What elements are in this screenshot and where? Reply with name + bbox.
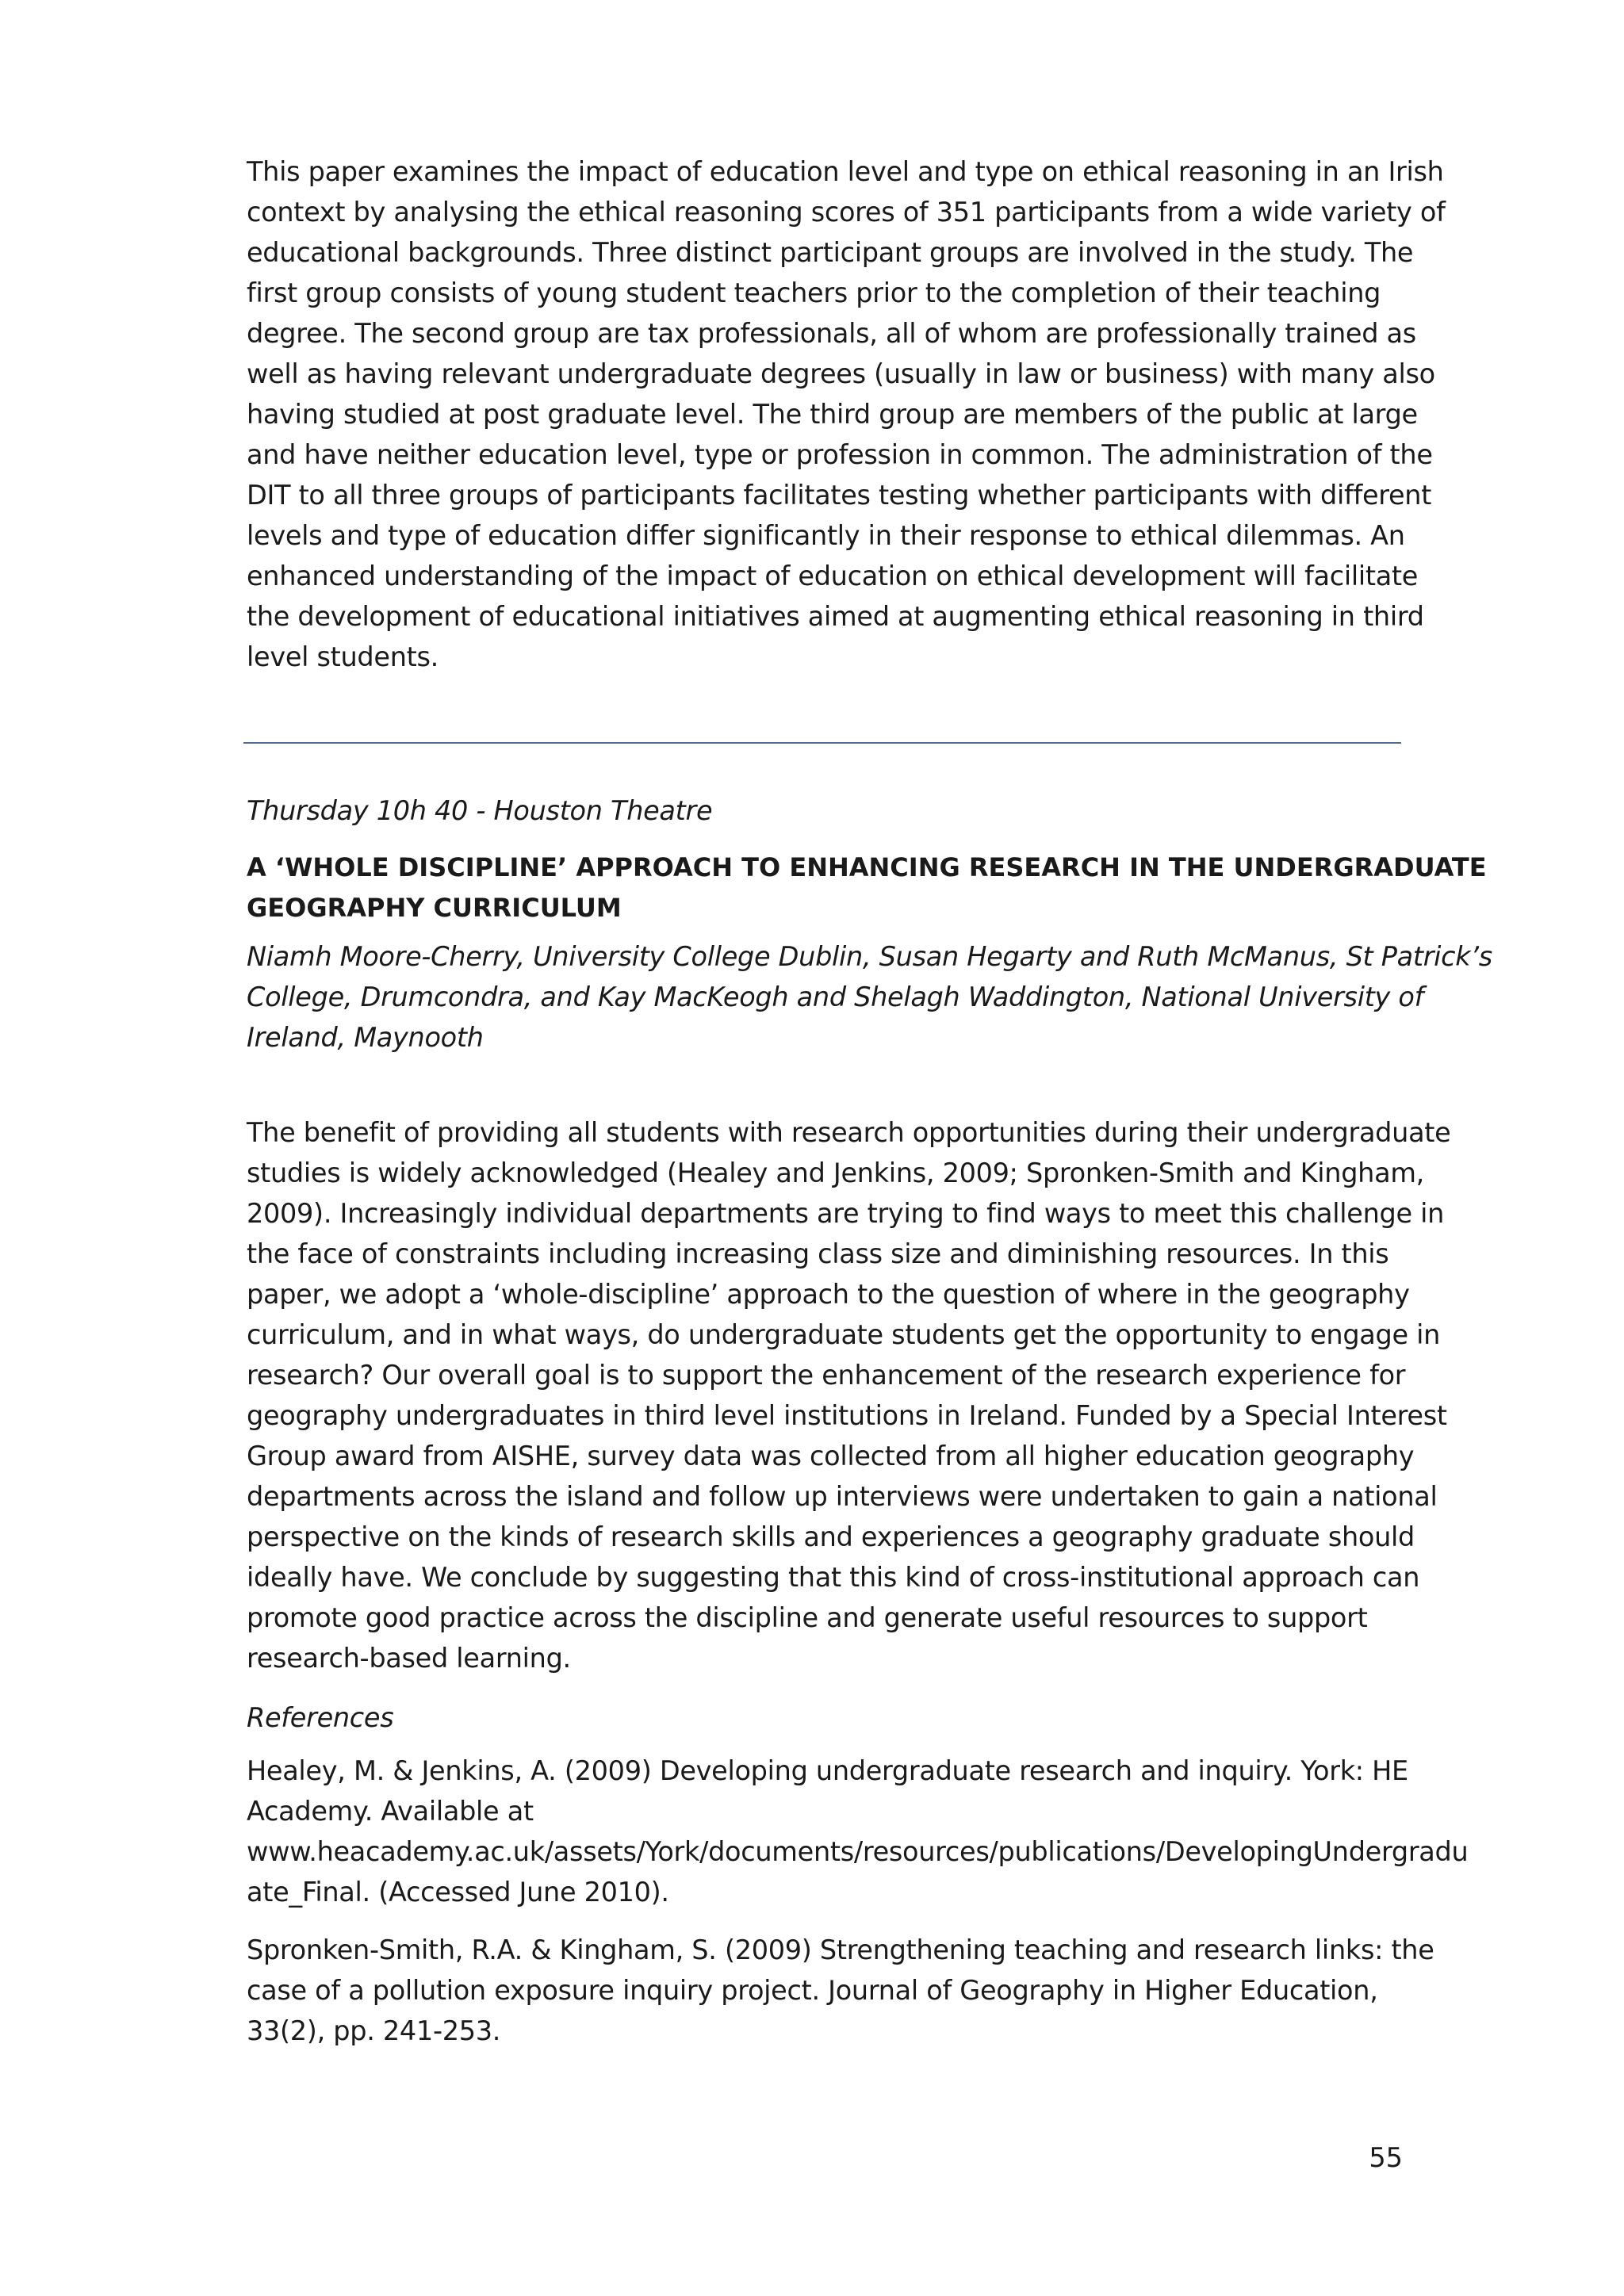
author-line: Niamh Moore-Cherry, University College Dublin, Susan Hegarty and Ruth McManus, St Patrick’s	[247, 941, 1492, 972]
text-line: promote good practice across the discipline and generate useful resources to support	[247, 1602, 1368, 1633]
text-line: The benefit of providing all students with research opportunities during their undergraduate	[247, 1117, 1451, 1148]
text-line: studies is widely acknowledged (Healey and Jenkins, 2009; Spronken-Smith and Kingham,	[247, 1158, 1425, 1188]
reference-line: case of a pollution exposure inquiry project. Journal of Geography in Higher Education,	[247, 1975, 1378, 2006]
reference-line: Healey, M. & Jenkins, A. (2009) Developing undergraduate research and inquiry. York: HE	[247, 1755, 1408, 1786]
text-line: geography undergraduates in third level institutions in Ireland. Funded by a Special Interest	[247, 1400, 1447, 1431]
reference-url-line[interactable]: www.heacademy.ac.uk/assets/York/documents/resources/publications/DevelopingUndergradu	[247, 1836, 1469, 1867]
paper-authors	[247, 936, 1492, 1058]
text-line: first group consists of young student teachers prior to the completion of their teaching	[247, 277, 1381, 308]
text-line: paper, we adopt a ‘whole-discipline’ approach to the question of where in the geography	[247, 1279, 1410, 1310]
text-line: and have neither education level, type or profession in common. The administration of the	[247, 439, 1433, 470]
reference-line: Spronken-Smith, R.A. & Kingham, S. (2009) Strengthening teaching and research links: the	[247, 1934, 1434, 1965]
paper-title	[247, 848, 1487, 928]
author-line: Ireland, Maynooth	[247, 1022, 484, 1053]
text-line: This paper examines the impact of education level and type on ethical reasoning in an Irish	[247, 156, 1444, 187]
text-line: research-based learning.	[247, 1643, 571, 1674]
session-time-location	[247, 790, 1404, 831]
text-line: 2009). Increasingly individual departments are trying to find ways to meet this challenge in	[247, 1198, 1445, 1229]
text-line: enhanced understanding of the impact of education on ethical development will facilitate	[247, 561, 1419, 591]
references-heading	[247, 1697, 1404, 1738]
text-line: well as having relevant undergraduate degrees (usually in law or business) with many also	[247, 358, 1435, 389]
reference-line: ate_Final. (Accessed June 2010).	[247, 1877, 669, 1908]
reference-item	[247, 1930, 1434, 2051]
text-line: DIT to all three groups of participants facilitates testing whether participants with different	[247, 480, 1432, 511]
reference-line: 33(2), pp. 241-253.	[247, 2015, 501, 2046]
author-line: College, Drumcondra, and Kay MacKeogh and Shelagh Waddington, National University of	[247, 982, 1424, 1012]
title-line: GEOGRAPHY CURRICULUM	[247, 893, 622, 923]
text-line: the face of constraints including increasing class size and diminishing resources. In this	[247, 1238, 1389, 1269]
reference-item	[247, 1751, 1469, 1912]
text-line: levels and type of education differ significantly in their response to ethical dilemmas. An	[247, 520, 1405, 551]
text-line: degree. The second group are tax professionals, all of whom are professionally trained as	[247, 318, 1416, 349]
text-line: level students.	[247, 641, 439, 672]
text-line: departments across the island and follow up interviews were undertaken to gain a national	[247, 1481, 1438, 1512]
text-line: ideally have. We conclude by suggesting that this kind of cross-institutional approach can	[247, 1562, 1420, 1593]
session-text: Thursday 10h 40 - Houston Theatre	[247, 795, 713, 826]
intro-paragraph	[247, 151, 1446, 677]
title-line: A ‘WHOLE DISCIPLINE’ APPROACH TO ENHANCING RESEARCH IN THE UNDERGRADUATE	[247, 852, 1487, 882]
text-line: context by analysing the ethical reasoning scores of 351 participants from a wide variety of	[247, 197, 1446, 228]
text-line: research? Our overall goal is to support the enhancement of the research experience for	[247, 1360, 1406, 1391]
references-heading-text: References	[247, 1702, 394, 1733]
abstract-paragraph	[247, 1112, 1451, 1678]
reference-line: Academy. Available at	[247, 1796, 534, 1827]
text-line: Group award from AISHE, survey data was collected from all higher education geography	[247, 1441, 1415, 1471]
page-number: 55	[1369, 2142, 1403, 2173]
text-line: having studied at post graduate level. The third group are members of the public at large	[247, 399, 1418, 430]
text-line: educational backgrounds. Three distinct participant groups are involved in the study. The	[247, 237, 1414, 268]
text-line: perspective on the kinds of research skills and experiences a geography graduate should	[247, 1521, 1415, 1552]
section-divider	[243, 742, 1401, 744]
text-line: curriculum, and in what ways, do undergraduate students get the opportunity to engage in	[247, 1319, 1441, 1350]
text-line: the development of educational initiatives aimed at augmenting ethical reasoning in third	[247, 601, 1424, 632]
